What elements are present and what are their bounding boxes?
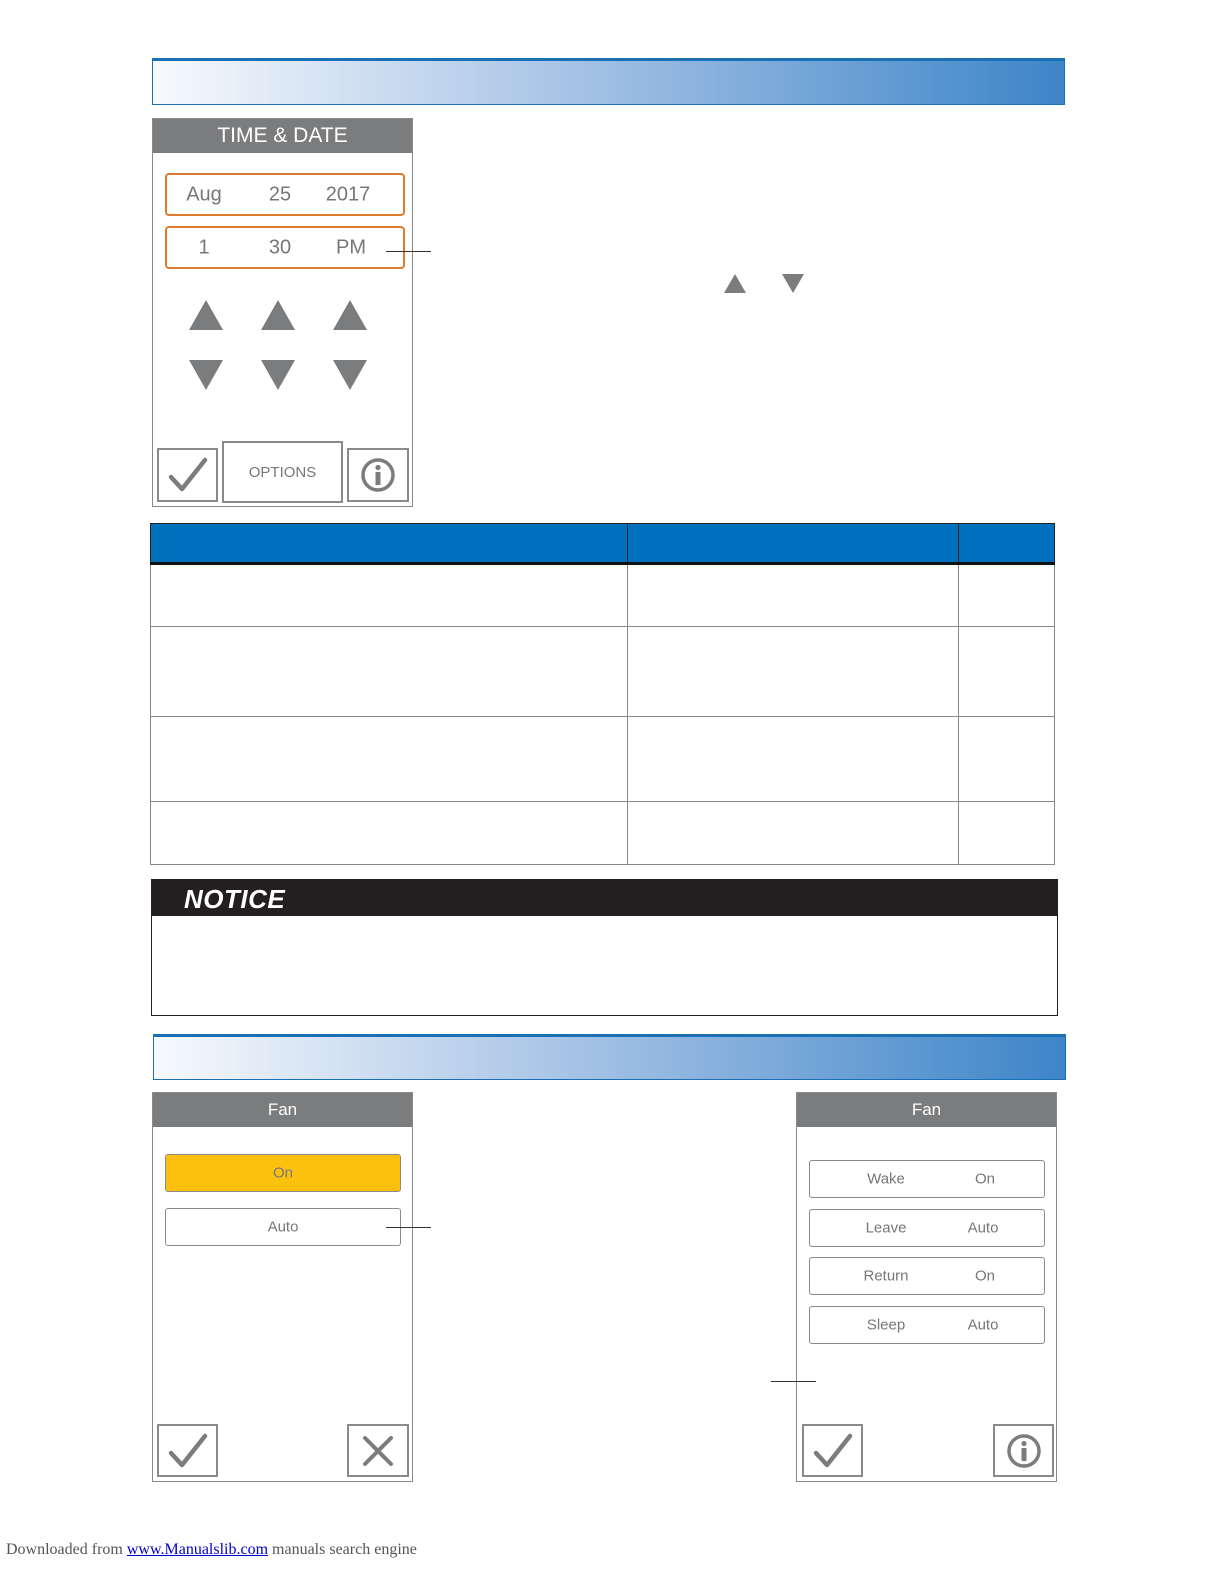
- confirm-button[interactable]: [802, 1424, 863, 1477]
- fan-schedule-title: Fan: [911, 1100, 942, 1119]
- schedule-mode: Auto: [967, 1219, 999, 1237]
- up-arrow-icon[interactable]: [189, 300, 223, 330]
- fan-panel-right: [796, 1092, 1057, 1482]
- date-day: 25: [268, 183, 292, 205]
- schedule-mode: On: [974, 1170, 996, 1188]
- up-arrow-icon: [724, 274, 746, 293]
- table-cell: [151, 627, 628, 717]
- table-cell: [959, 802, 1055, 865]
- time-date-panel: [152, 118, 413, 507]
- notice-header: [152, 880, 1057, 916]
- callout-leader-line: [386, 251, 431, 252]
- table-row: [151, 802, 1055, 865]
- checkmark-icon: [813, 1433, 853, 1469]
- fan-title: Fan: [267, 1100, 298, 1119]
- time-date-title-bar: [153, 119, 412, 153]
- down-arrow-icon: [782, 274, 804, 293]
- section-header-bar-bottom: [153, 1034, 1066, 1080]
- table-header-cell: [151, 524, 628, 564]
- schedule-row-sleep[interactable]: [809, 1306, 1045, 1344]
- table-cell: [151, 564, 628, 627]
- table-cell: [628, 564, 959, 627]
- info-button[interactable]: [347, 448, 409, 502]
- callout-leader-line: [771, 1381, 816, 1382]
- confirm-button[interactable]: [157, 1424, 218, 1477]
- fan-panel-left: [152, 1092, 413, 1482]
- down-arrow-icon[interactable]: [189, 360, 223, 390]
- schedule-period: Return: [863, 1267, 909, 1285]
- schedule-row-wake[interactable]: [809, 1160, 1045, 1198]
- schedule-period: Wake: [867, 1170, 905, 1188]
- schedule-row-leave[interactable]: [809, 1209, 1045, 1247]
- time-date-title: TIME & DATE: [217, 124, 348, 147]
- time-field[interactable]: [165, 226, 405, 269]
- table-cell: [628, 717, 959, 802]
- download-footer: [6, 1541, 417, 1559]
- table-row: [151, 564, 1055, 627]
- up-arrow-icon[interactable]: [333, 300, 367, 330]
- schedule-period: Leave: [865, 1219, 907, 1237]
- table-row: [151, 627, 1055, 717]
- fan-title-bar: [153, 1093, 412, 1127]
- table-header-cell: [628, 524, 959, 564]
- schedule-row-return[interactable]: [809, 1257, 1045, 1295]
- section-header-bar-top: [152, 58, 1065, 105]
- table-cell: [151, 717, 628, 802]
- date-month: Aug: [186, 183, 222, 205]
- table-cell: [628, 802, 959, 865]
- schedule-mode: Auto: [967, 1316, 999, 1334]
- down-arrow-icon[interactable]: [333, 360, 367, 390]
- fan-option-label: On: [272, 1164, 294, 1182]
- checkmark-icon: [168, 1433, 208, 1469]
- info-button[interactable]: [993, 1424, 1054, 1477]
- info-icon: [360, 457, 396, 493]
- cancel-button[interactable]: [347, 1424, 409, 1477]
- table-cell: [959, 627, 1055, 717]
- table-cell: [151, 802, 628, 865]
- callout-leader-line: [386, 1227, 431, 1228]
- confirm-button[interactable]: [157, 448, 218, 502]
- table-cell: [959, 564, 1055, 627]
- table-header-cell: [959, 524, 1055, 564]
- footer-suffix: manuals search engine: [272, 1541, 417, 1558]
- date-field[interactable]: [165, 173, 405, 216]
- options-button[interactable]: [222, 441, 343, 503]
- footer-prefix: Downloaded from: [6, 1541, 123, 1558]
- time-minute: 30: [268, 236, 292, 258]
- settings-table: [150, 523, 1055, 865]
- fan-option-label: Auto: [267, 1218, 299, 1236]
- options-label: OPTIONS: [248, 463, 317, 481]
- notice-box: [151, 879, 1058, 1016]
- notice-title: NOTICE: [184, 884, 286, 914]
- time-ampm: PM: [336, 236, 366, 258]
- table-cell: [959, 717, 1055, 802]
- time-hour: 1: [198, 236, 210, 258]
- fan-schedule-title-bar: [797, 1093, 1056, 1127]
- fan-option-auto[interactable]: [165, 1208, 401, 1246]
- table-row: [151, 717, 1055, 802]
- info-icon: [1006, 1433, 1042, 1469]
- up-arrow-icon[interactable]: [261, 300, 295, 330]
- date-year: 2017: [325, 183, 371, 205]
- schedule-mode: On: [974, 1267, 996, 1285]
- schedule-period: Sleep: [866, 1316, 906, 1334]
- fan-option-on[interactable]: [165, 1154, 401, 1192]
- checkmark-icon: [168, 457, 208, 493]
- table-header-row: [151, 524, 1055, 564]
- down-arrow-icon[interactable]: [261, 360, 295, 390]
- manualslib-link[interactable]: www.Manualslib.com: [126, 1541, 269, 1558]
- close-icon: [361, 1434, 395, 1468]
- table-cell: [628, 627, 959, 717]
